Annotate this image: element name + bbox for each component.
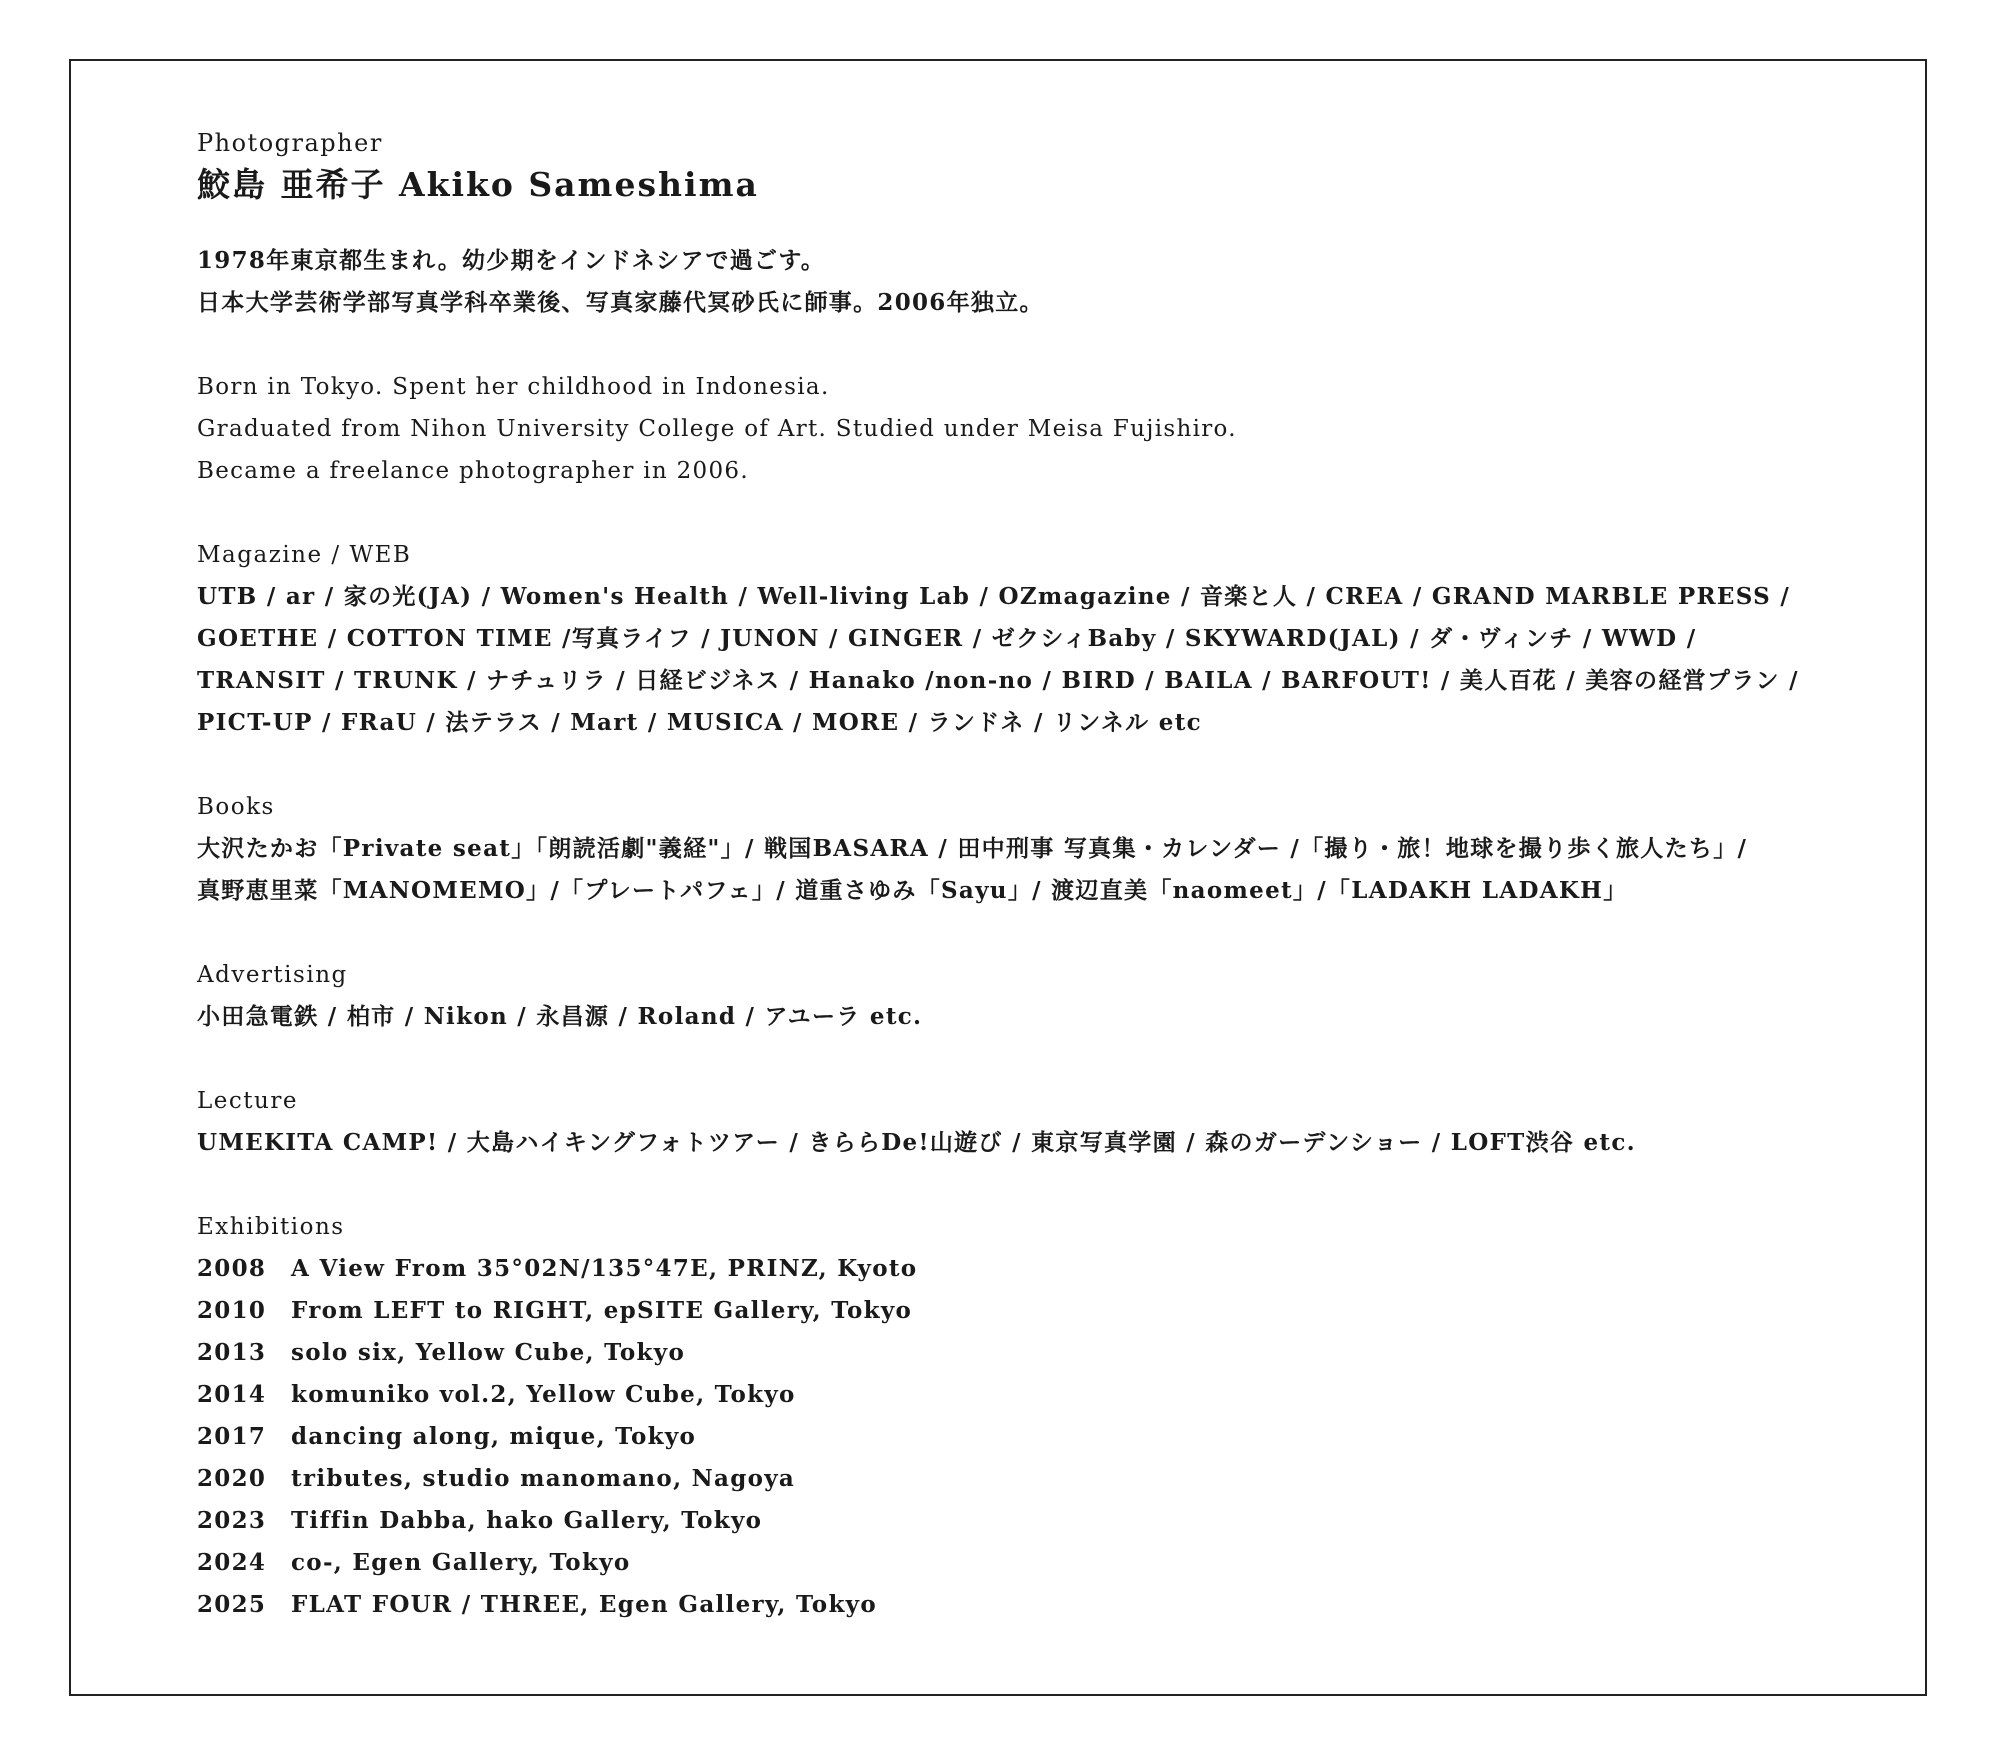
exhibition-text: solo six, Yellow Cube, Tokyo [291, 1339, 686, 1366]
exhibition-text: co-, Egen Gallery, Tokyo [291, 1549, 631, 1576]
exhibitions-section [197, 1206, 1897, 1626]
lecture-section [197, 1080, 1897, 1164]
section-title: Lecture [197, 1088, 298, 1114]
photographer-name: 鮫島 亜希子 Akiko Sameshima [197, 165, 759, 204]
exhibition-text: A View From 35°02N/135°47E, PRINZ, Kyoto [291, 1255, 918, 1282]
magazine-line: PICT-UP / FRaU / 法テラス / Mart / MUSICA / MORE / ランドネ / リンネル etc [197, 709, 1202, 736]
exhibition-year: 2025 [197, 1591, 267, 1618]
section-title: Advertising [197, 962, 348, 988]
bio-english [197, 366, 1897, 492]
bio-japanese [197, 240, 1897, 324]
exhibition-year: 2023 [197, 1507, 267, 1534]
section-title: Magazine / WEB [197, 542, 412, 568]
bio-en-line: Graduated from Nihon University College of Art. Studied under Meisa Fujishiro. [197, 416, 1237, 442]
books-line: 大沢たかお「Private seat」「朗読活劇"義経"」/ 戦国BASARA / 田中刑事 写真集・カレンダー /「撮り・旅！地球を撮り歩く旅人たち」/ [197, 835, 1748, 862]
exhibition-year: 2017 [197, 1423, 267, 1450]
exhibition-year: 2020 [197, 1465, 267, 1492]
magazine-line: TRANSIT / TRUNK / ナチュリラ / 日経ビジネス / Hanako /non-no / BIRD / BAILA / BARFOUT! / 美人百花 / 美容の経営プラン / [197, 667, 1799, 694]
advertising-line: 小田急電鉄 / 柏市 / Nikon / 永昌源 / Roland / アユーラ etc. [197, 1003, 923, 1030]
section-title: Books [197, 794, 275, 820]
books-line: 真野恵里菜「MANOMEMO」/「プレートパフェ」/ 道重さゆみ「Sayu」/ 渡辺直美「naomeet」/「LADAKH LADAKH」 [197, 877, 1628, 904]
books-section [197, 786, 1897, 912]
exhibition-text: FLAT FOUR / THREE, Egen Gallery, Tokyo [291, 1591, 877, 1618]
exhibition-row [197, 1458, 1897, 1500]
exhibition-text: komuniko vol.2, Yellow Cube, Tokyo [291, 1381, 796, 1408]
role-label: Photographer [197, 129, 383, 157]
exhibition-text: dancing along, mique, Tokyo [291, 1423, 697, 1450]
bio-en-line: Became a freelance photographer in 2006. [197, 458, 749, 484]
profile-content [197, 128, 1897, 1626]
exhibition-year: 2010 [197, 1297, 267, 1324]
exhibition-text: tributes, studio manomano, Nagoya [291, 1465, 796, 1492]
exhibition-row [197, 1290, 1897, 1332]
exhibition-row [197, 1248, 1897, 1290]
advertising-section [197, 954, 1897, 1038]
exhibition-row [197, 1584, 1897, 1626]
bio-en-line: Born in Tokyo. Spent her childhood in Indonesia. [197, 374, 830, 400]
exhibition-text: From LEFT to RIGHT, epSITE Gallery, Tokyo [291, 1297, 913, 1324]
exhibition-row [197, 1332, 1897, 1374]
exhibition-year: 2013 [197, 1339, 267, 1366]
bio-ja-line: 1978年東京都生まれ。幼少期をインドネシアで過ごす。 [197, 247, 826, 274]
exhibition-year: 2014 [197, 1381, 267, 1408]
exhibition-text: Tiffin Dabba, hako Gallery, Tokyo [291, 1507, 763, 1534]
exhibition-row [197, 1416, 1897, 1458]
exhibition-year: 2008 [197, 1255, 267, 1282]
exhibition-year: 2024 [197, 1549, 267, 1576]
bio-ja-line: 日本大学芸術学部写真学科卒業後、写真家藤代冥砂氏に師事。2006年独立。 [197, 289, 1044, 316]
exhibition-row [197, 1500, 1897, 1542]
exhibition-row [197, 1542, 1897, 1584]
magazine-line: UTB / ar / 家の光(JA) / Women's Health / Well-living Lab / OZmagazine / 音楽と人 / CREA / GRAND MARBLE PRESS / [197, 583, 1791, 610]
section-title: Exhibitions [197, 1214, 345, 1240]
lecture-line: UMEKITA CAMP! / 大島ハイキングフォトツアー / きららDe!山遊び / 東京写真学園 / 森のガーデンショー / LOFT渋谷 etc. [197, 1129, 1636, 1156]
magazine-line: GOETHE / COTTON TIME /写真ライフ / JUNON / GINGER / ゼクシィBaby / SKYWARD(JAL) / ダ・ヴィンチ / WWD / [197, 625, 1697, 652]
exhibition-row [197, 1374, 1897, 1416]
magazine-section [197, 534, 1897, 744]
